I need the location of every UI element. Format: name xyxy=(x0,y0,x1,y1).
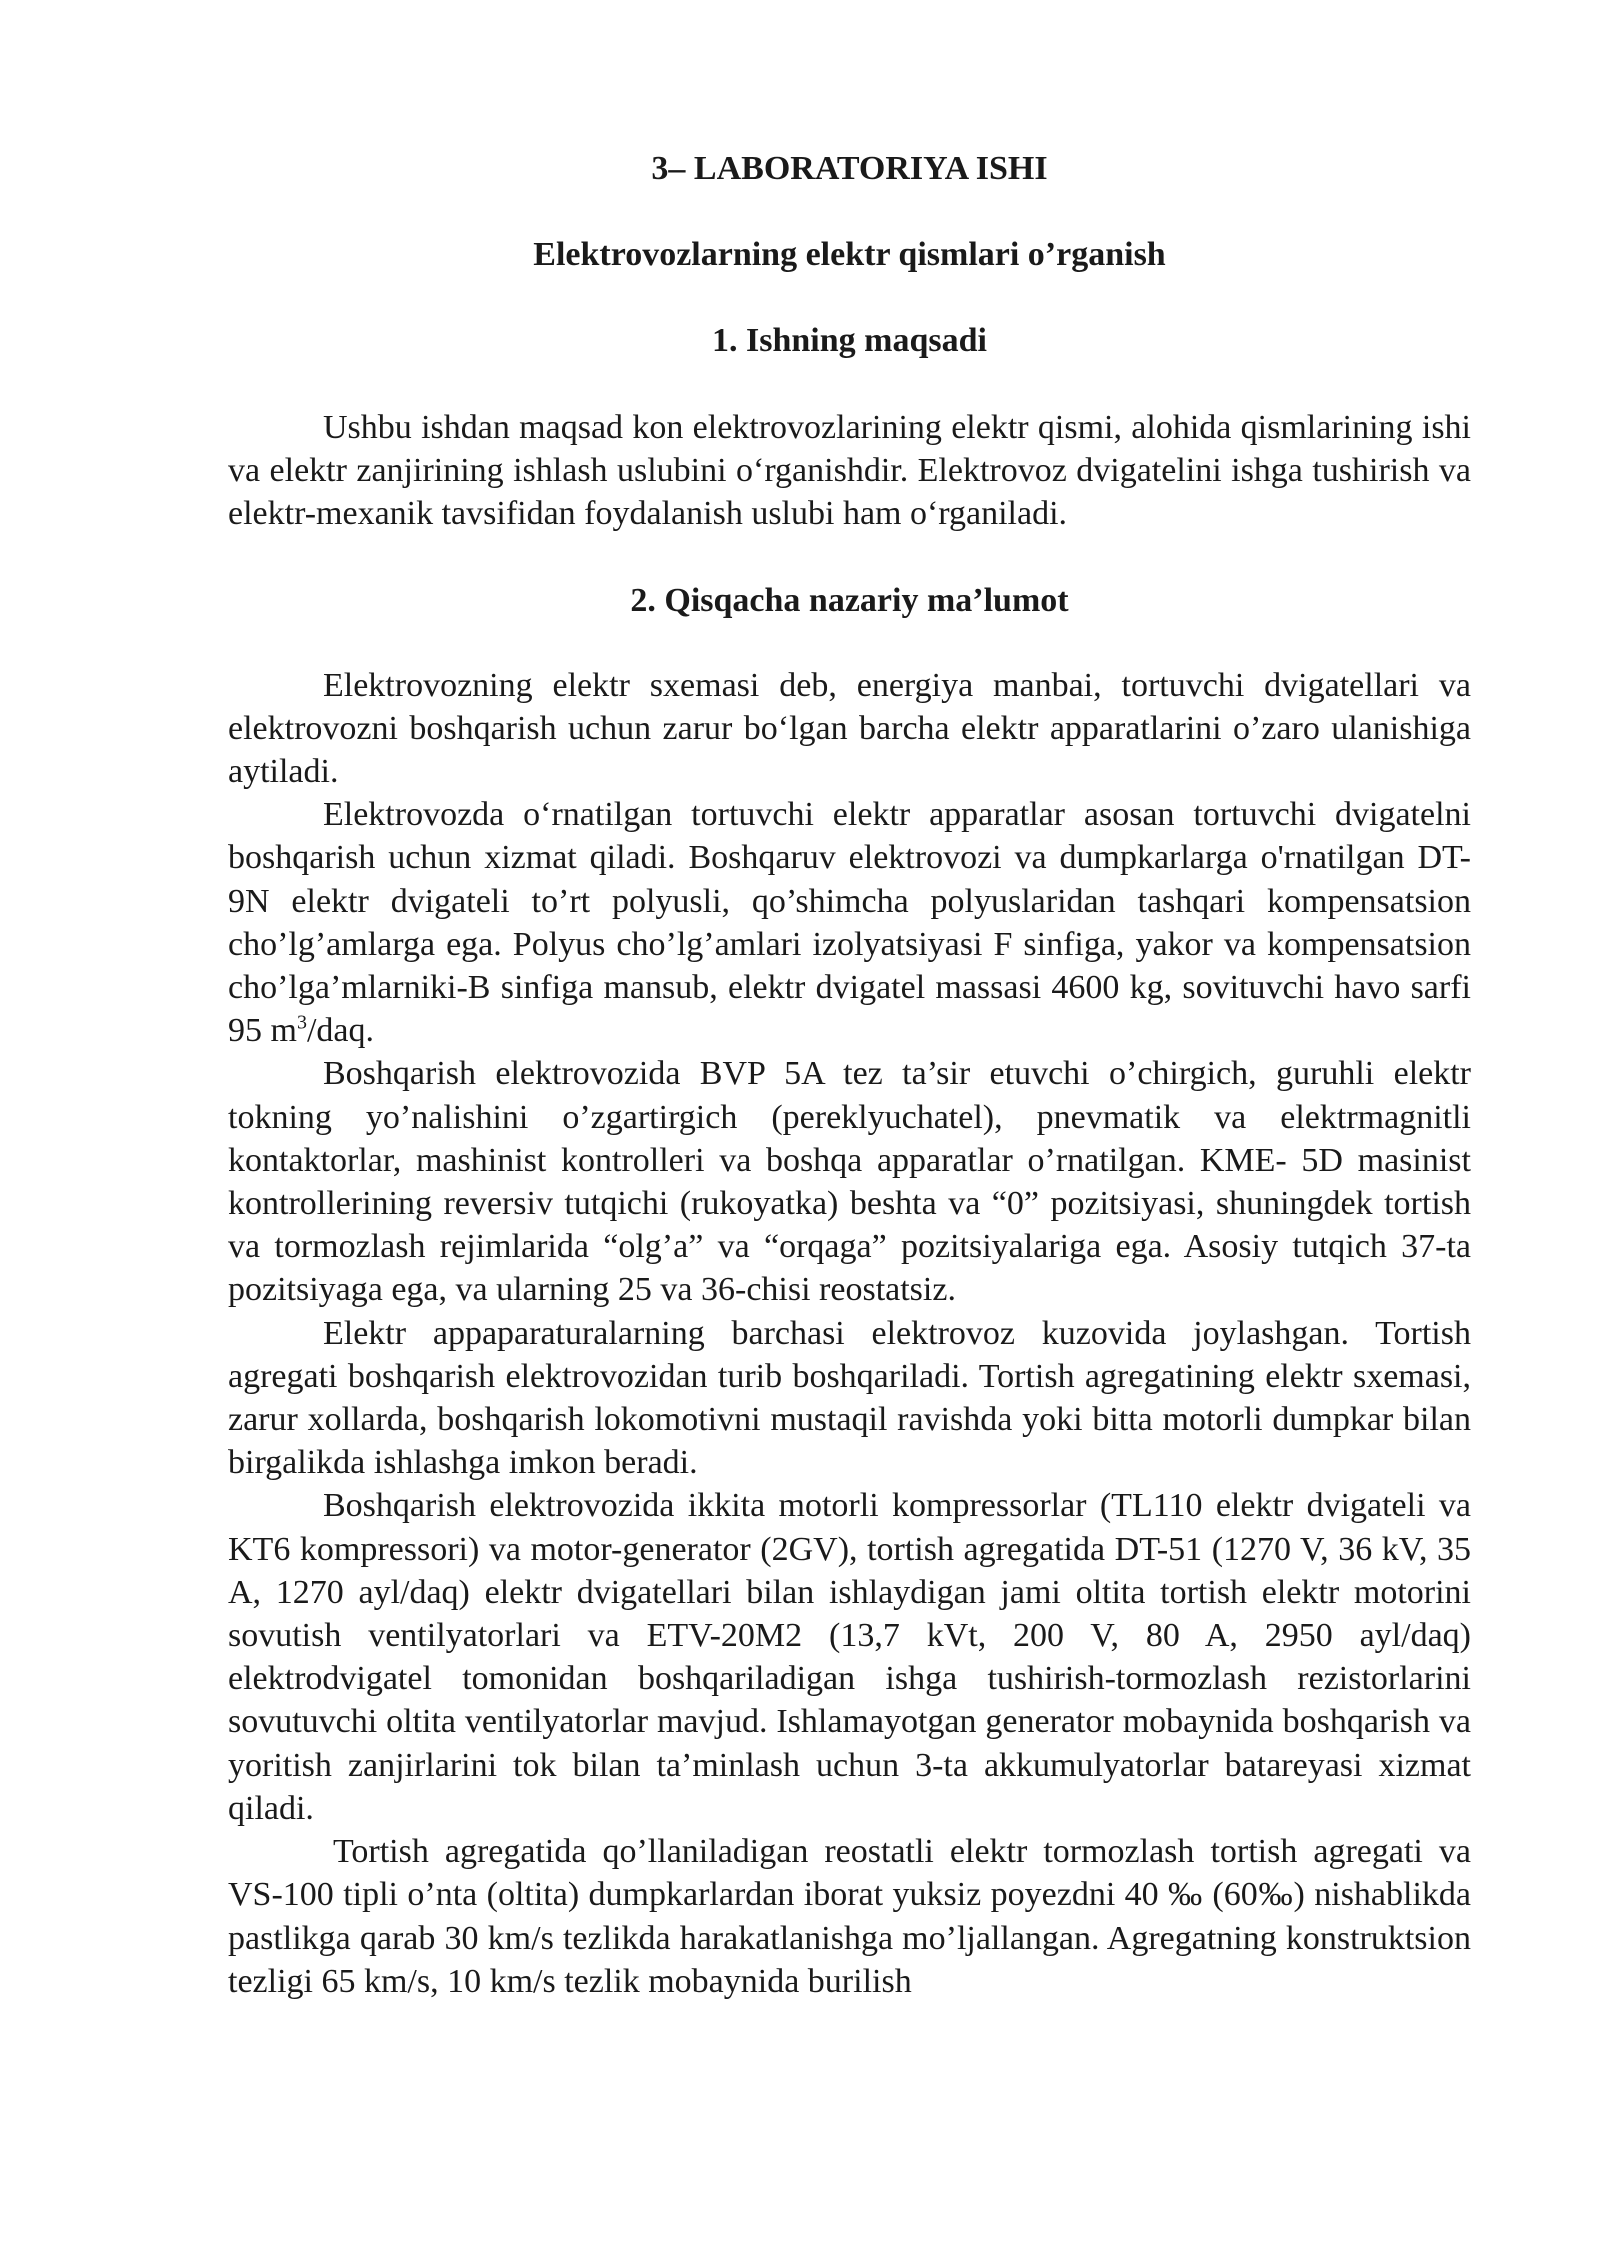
section-2-paragraph-6: Tortish agregatida qo’llaniladigan reostatli elektr tormozlash tortish agregati va VS-100 tipli o’nta (oltita) dumpkarlardan iborat yuksiz poyezdni 40 ‰ (60‰) nishablikda pastlikga qarab 30 km/s tezlikda harakatlanishga mo’ljallangan. Agregatning konstruktsion tezligi 65 km/s, 10 km/s tezlik mobaynida burilish xyxy=(228,1833,1471,2000)
section-2-paragraph-1: Elektrovozning elektr sxemasi deb, energiya manbai, tortuvchi dvigatellari va elektrovozni boshqarish uchun zarur bo‘lgan barcha elektr apparatlarini o’zaro ulanishiga aytiladi. xyxy=(228,666,1471,791)
section-2-paragraph-3: Boshqarish elektrovozida BVP 5A tez ta’sir etuvchi o’chirgich, guruhli elektr tokning yo’nalishini o’zgartirgich (pereklyuchatel), pnevmatik va elektrmagnitli kontaktorlar, mashinist kontrolleri va boshqa apparatlar o’rnatilgan. KME- 5D masinist kontrollerining reversiv tutqichi (rukoyatka) beshta va “0” pozitsiyasi, shuningdek tortish va tormozlash rejimlarida “olg’a” va “orqaga” pozitsiyalariga ega. Asosiy tutqich 37-ta pozitsiyaga ega, va ularning 25 va 36-chisi reostatsiz. xyxy=(228,1055,1471,1309)
section-1-heading: 1. Ishning maqsadi xyxy=(712,322,987,359)
paragraph-2-tail: /daq. xyxy=(306,1012,374,1050)
cubic-superscript: 3 xyxy=(296,1011,307,1034)
section-1-paragraph: Ushbu ishdan maqsad kon elektrovozlarining elektr qismi, alohida qismlarining ishi va elektr zanjirining ishlash uslubini o‘rganishdir. Elektrovoz dvigatelini ishga tushirish va elektr-mexanik tavsifidan foydalanish uslubi ham o‘rganiladi. xyxy=(228,409,1471,533)
document-page xyxy=(228,148,1471,2003)
document-subtitle: Elektrovozlarning elektr qismlari o’rganish xyxy=(533,236,1166,273)
lab-title: 3– LABORATORIYA ISHI xyxy=(651,150,1048,187)
section-2-paragraph-2 xyxy=(228,793,1471,1052)
section-2-paragraph-5: Boshqarish elektrovozida ikkita motorli kompressorlar (TL110 elektr dvigateli va KT6 kompressori) va motor-generator (2GV), tortish agregatida DT-51 (1270 V, 36 kV, 35 A, 1270 ayl/daq) elektr dvigatellari bilan ishlaydigan jami oltita tortish elektr motorini sovutish ventilyatorlari va ETV-20M2 (13,7 kVt, 200 V, 80 A, 2950 ayl/daq) elektrodvigatel tomonidan boshqariladigan ishga tushirish-tormozlash rezistorlarini sovutuvchi oltita ventilyatorlar mavjud. Ishlamayotgan generator mobaynida boshqarish va yoritish zanjirlarini tok bilan ta’minlash uchun 3-ta akkumulyatorlar batareyasi xizmat qiladi. xyxy=(228,1487,1471,1827)
section-2-heading: 2. Qisqacha nazariy ma’lumot xyxy=(630,581,1069,619)
paragraph-2-text: Elektrovozda o‘rnatilgan tortuvchi elektr apparatlar asosan tortuvchi dvigatelni boshqarish uchun xizmat qiladi. Boshqaruv elektrovozi va dumpkarlarga o'rnatilgan DT-9N elektr dvigateli to’rt polyusli, qo’shimcha polyuslaridan tashqari kompensatsion cho’lg’amlarga ega. Polyus cho’lg’amlari izolyatsiyasi F sinfiga, yakor va kompensatsion cho’lga’mlarniki-B sinfiga mansub, elektr dvigatel massasi 4600 kg, sovituvchi havo sarfi 95 m xyxy=(228,796,1471,1050)
section-2-paragraph-4: Elektr appaparaturalarning barchasi elektrovoz kuzovida joylashgan. Tortish agregati boshqarish elektrovozidan turib boshqariladi. Tortish agregatining elektr sxemasi, zarur xollarda, boshqarish lokomotivni mustaqil ravishda yoki bitta motorli dumpkar bilan birgalikda ishlashga imkon beradi. xyxy=(228,1314,1471,1482)
